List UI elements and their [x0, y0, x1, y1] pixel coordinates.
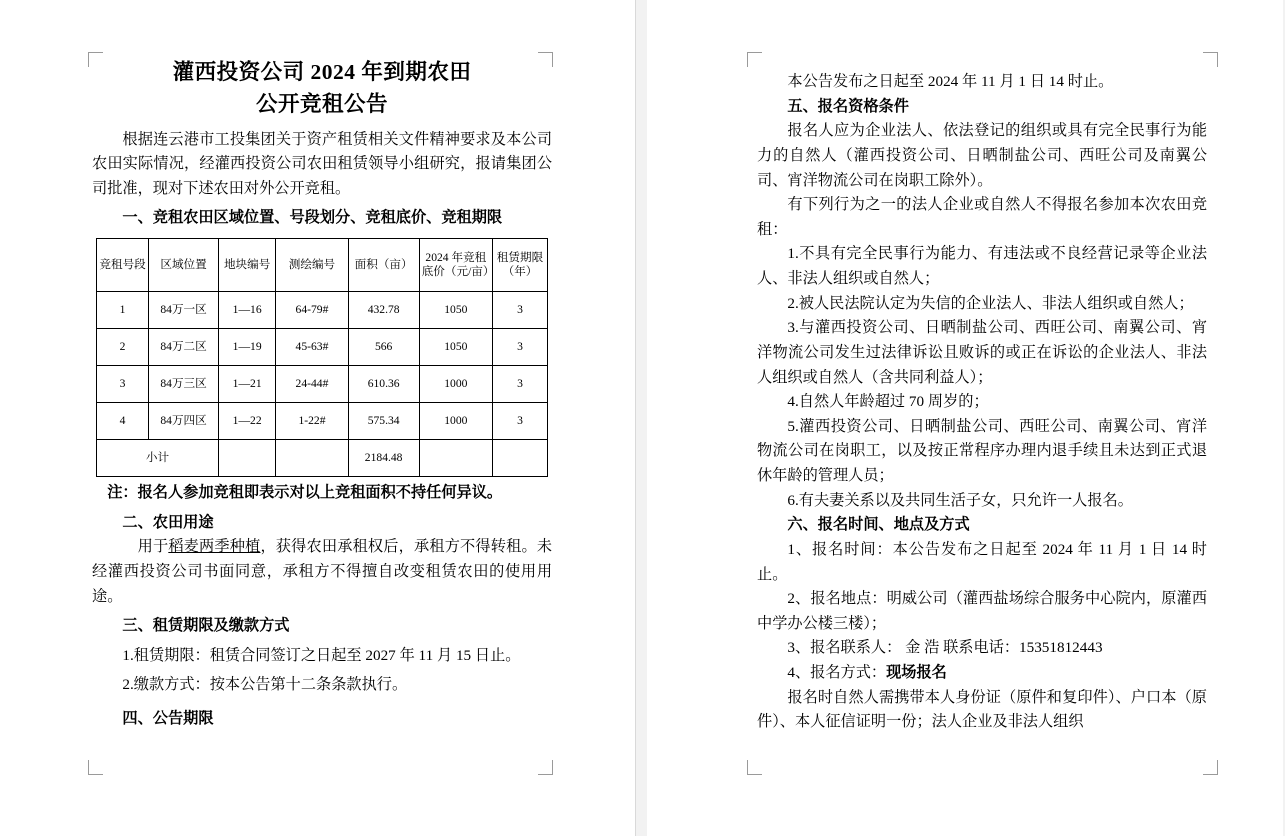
page-title-line-1: 灌西投资公司 2024 年到期农田 [172, 60, 472, 84]
column-header-base-price: 2024 年竞租底价（元/亩） [419, 239, 492, 292]
cell-survey-number: 24-44# [276, 366, 348, 403]
cell-total-label: 小计 [97, 440, 219, 477]
crop-mark-bottom-left [88, 760, 103, 775]
cell-area-location: 84万二区 [149, 329, 219, 366]
section-6-item-1: 1、报名时间：本公告发布之日起至 2024 年 11 月 1 日 14 时止。 [757, 540, 1207, 583]
page-title [92, 56, 552, 121]
page-title-line-2: 公开竞租公告 [255, 92, 388, 117]
cell-total-lease-term [493, 440, 548, 477]
cell-base-price: 1000 [419, 366, 492, 403]
section-2-paragraph [92, 535, 552, 609]
section-6-item-4-value: 现场报名 [886, 664, 947, 681]
table-header-row [97, 239, 548, 292]
cell-plot-number: 1—22 [218, 403, 275, 440]
section-6-item-4 [757, 661, 1207, 686]
cell-lease-term: 3 [493, 329, 548, 366]
column-header-bid-lot: 竞租号段 [97, 239, 149, 292]
cell-area-location: 84万四区 [149, 403, 219, 440]
section-3-item-2: 2.缴款方式：按本公告第十二条条款执行。 [122, 676, 408, 694]
cell-lease-term: 3 [493, 366, 548, 403]
section-2-heading: 二、农田用途 [122, 513, 214, 531]
table-row [97, 292, 548, 329]
cell-bid-lot: 3 [97, 366, 149, 403]
section-6-item-4-label: 4、报名方式： [787, 664, 887, 681]
bid-table-header [97, 239, 548, 292]
cell-area: 575.34 [348, 403, 419, 440]
spacer [92, 698, 552, 707]
cell-area: 432.78 [348, 292, 419, 329]
cell-area: 566 [348, 329, 419, 366]
section-3-heading: 三、租赁期限及缴款方式 [122, 617, 290, 635]
crop-mark-bottom-right [538, 760, 553, 775]
table-row [97, 329, 548, 366]
section-6-item-2: 2、报名地点：明威公司（灌西盐场综合服务中心院内，原灌西中学办公楼三楼）； [757, 590, 1207, 632]
column-header-area-location: 区域位置 [149, 239, 219, 292]
section-6-heading: 六、报名时间、地点及方式 [787, 516, 970, 534]
section-1-heading: 一、竞租农田区域位置、号段划分、竞租底价、竞租期限 [122, 209, 503, 227]
section-5-item-6: 6.有夫妻关系以及共同生活子女，只允许一人报名。 [787, 491, 1133, 509]
cell-plot-number: 1—19 [218, 329, 275, 366]
table-row [97, 403, 548, 440]
section-5-heading: 五、报名资格条件 [787, 97, 909, 115]
section-4-heading: 四、公告期限 [122, 710, 214, 727]
cell-area: 610.36 [348, 366, 419, 403]
cell-bid-lot: 4 [97, 403, 149, 440]
cell-survey-number: 64-79# [276, 292, 348, 329]
cell-lease-term: 3 [493, 403, 548, 440]
section-2-text-underlined: 稻麦两季种植 [168, 538, 261, 556]
cell-base-price: 1050 [419, 292, 492, 329]
crop-mark-bottom-right [1203, 760, 1218, 775]
bid-table [96, 238, 548, 477]
cell-bid-lot: 1 [97, 292, 149, 329]
table-note: 注：报名人参加竞租即表示对以上竞租面积不持任何异议。 [107, 484, 503, 501]
document-page-2 [647, 0, 1283, 836]
page-1-content [92, 56, 552, 732]
section-3-item-1: 1.租赁期限：租赁合同签订之日起至 2027 年 11 月 15 日止。 [122, 646, 521, 664]
crop-mark-top-right [1203, 52, 1218, 67]
cell-lease-term: 3 [493, 292, 548, 329]
section-2-text-pre: 用于 [137, 538, 169, 556]
document-page-1 [0, 0, 636, 836]
column-header-survey-number: 测绘编号 [276, 239, 348, 292]
section-5-paragraph-1: 报名人应为企业法人、依法登记的组织或具有完全民事行为能力的自然人（灌西投资公司、日晒制盐公司、西旺公司及南翼公司、宵洋物流公司在岗职工除外）。 [757, 122, 1207, 189]
cell-total-plot-number [218, 440, 275, 477]
section-5-item-5: 5.灌西投资公司、日晒制盐公司、西旺公司、南翼公司、宵洋物流公司在岗职工，以及按正常程序办理内退手续且未达到正式退休年龄的管理人员； [757, 417, 1207, 484]
bid-table-footer [97, 440, 548, 477]
cell-plot-number: 1—21 [218, 366, 275, 403]
section-6-item-3: 3、报名联系人： 金 浩 联系电话：15351812443 [787, 639, 1103, 657]
page-gap [636, 0, 647, 836]
section-6-tail-paragraph: 报名时自然人需携带本人身份证（原件和复印件）、户口本（原件）、本人征信证明一份；法人企业及非法人组织 [757, 688, 1207, 731]
column-header-area: 面积（亩） [348, 239, 419, 292]
section-2-text-post: ，获得农田承租权后，承租方不得转租。未经灌西投资公司书面同意，承租方不得擅自改变租赁农田的使用用途。 [92, 538, 553, 605]
section-5-paragraph-2: 有下列行为之一的法人企业或自然人不得报名参加本次农田竞租： [757, 196, 1207, 238]
page-2-content [757, 70, 1207, 735]
table-row [97, 366, 548, 403]
cell-survey-number: 45-63# [276, 329, 348, 366]
section-4-body: 本公告发布之日起至 2024 年 11 月 1 日 14 时止。 [787, 73, 1114, 90]
section-5-item-1: 1.不具有完全民事行为能力、有违法或不良经营记录等企业法人、非法人组织或自然人； [757, 245, 1207, 287]
cell-area-location: 84万三区 [149, 366, 219, 403]
section-5-item-3: 3.与灌西投资公司、日晒制盐公司、西旺公司、南翼公司、宵洋物流公司发生过法律诉讼且败诉的或正在诉讼的企业法人、非法人组织或自然人（含共同利益人）； [757, 319, 1207, 386]
column-header-plot-number: 地块编号 [218, 239, 275, 292]
cell-total-survey-number [276, 440, 348, 477]
crop-mark-top-left [747, 52, 762, 67]
cell-area-location: 84万一区 [149, 292, 219, 329]
section-5-item-2: 2.被人民法院认定为失信的企业法人、非法人组织或自然人； [787, 294, 1194, 312]
column-header-lease-term: 租赁期限（年） [493, 239, 548, 292]
cell-total-area: 2184.48 [348, 440, 419, 477]
bid-table-body [97, 292, 548, 440]
cell-base-price: 1000 [419, 403, 492, 440]
crop-mark-bottom-left [747, 760, 762, 775]
cell-base-price: 1050 [419, 329, 492, 366]
cell-plot-number: 1—16 [218, 292, 275, 329]
section-5-item-4: 4.自然人年龄超过 70 周岁的； [787, 393, 989, 411]
table-row-total [97, 440, 548, 477]
cell-survey-number: 1-22# [276, 403, 348, 440]
intro-paragraph: 根据连云港市工投集团关于资产租赁相关文件精神要求及本公司农田实际情况，经灌西投资公司农田租赁领导小组研究，报请集团公司批准，现对下述农田对外公开竞租。 [92, 130, 552, 197]
cell-bid-lot: 2 [97, 329, 149, 366]
cell-total-base-price [419, 440, 492, 477]
